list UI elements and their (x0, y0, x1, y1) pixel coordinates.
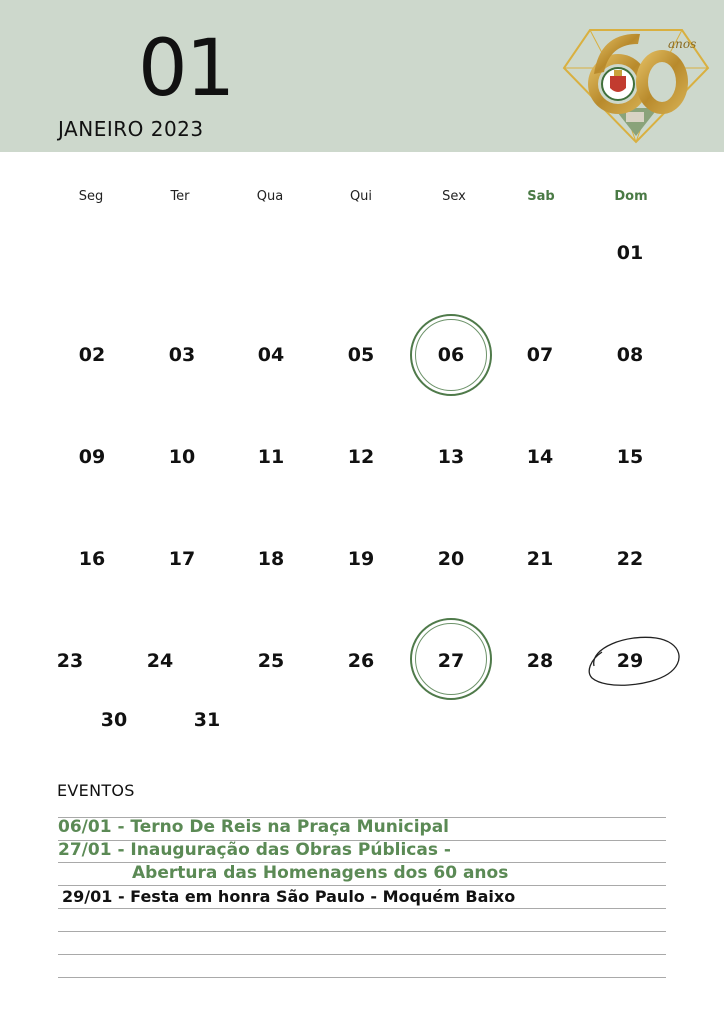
day-08: 08 (616, 344, 644, 366)
day-22: 22 (616, 548, 644, 570)
event-item: 29/01 - Festa em honra São Paulo - Moquém Baixo (62, 887, 516, 906)
day-18: 18 (257, 548, 285, 570)
day-10: 10 (168, 446, 196, 468)
day-02: 02 (78, 344, 106, 366)
day-09: 09 (78, 446, 106, 468)
day-31: 31 (193, 709, 221, 731)
anniversary-60-anos-emblem-icon (560, 22, 712, 146)
event-rule (58, 977, 666, 978)
day-03: 03 (168, 344, 196, 366)
day-07: 07 (526, 344, 554, 366)
day-19: 19 (347, 548, 375, 570)
month-number: 01 (138, 24, 234, 114)
day-20: 20 (437, 548, 465, 570)
day-12: 12 (347, 446, 375, 468)
day-29: 29 (616, 650, 644, 672)
day-04: 04 (257, 344, 285, 366)
logo-word: anos (668, 37, 697, 51)
day-05: 05 (347, 344, 375, 366)
event-item: 06/01 - Terno De Reis na Praça Municipal (58, 817, 450, 837)
day-17: 17 (168, 548, 196, 570)
weekday-sex: Sex (442, 189, 466, 204)
day-25: 25 (257, 650, 285, 672)
day-21: 21 (526, 548, 554, 570)
day-14: 14 (526, 446, 554, 468)
day-13: 13 (437, 446, 465, 468)
day-26: 26 (347, 650, 375, 672)
day-11: 11 (257, 446, 285, 468)
day-24: 24 (146, 650, 174, 672)
event-item: 27/01 - Inauguração das Obras Públicas - (58, 840, 451, 860)
day-16: 16 (78, 548, 106, 570)
weekday-qui: Qui (349, 189, 373, 204)
day-30: 30 (100, 709, 128, 731)
weekday-sab: Sab (527, 189, 555, 204)
event-item: Abertura das Homenagens dos 60 anos (132, 863, 509, 883)
weekday-qua: Qua (256, 189, 284, 204)
day-01: 01 (616, 242, 644, 264)
event-rule (58, 908, 666, 909)
event-rule (58, 954, 666, 955)
day-06: 06 (437, 344, 465, 366)
month-year: JANEIRO 2023 (58, 117, 204, 141)
day-28: 28 (526, 650, 554, 672)
day-15: 15 (616, 446, 644, 468)
weekday-dom: Dom (614, 189, 648, 204)
weekday-seg: Seg (78, 189, 104, 204)
day-23: 23 (56, 650, 84, 672)
event-rule (58, 931, 666, 932)
header-band (0, 0, 724, 152)
day-27: 27 (437, 650, 465, 672)
events-title: EVENTOS (57, 781, 135, 800)
weekday-ter: Ter (170, 189, 190, 204)
